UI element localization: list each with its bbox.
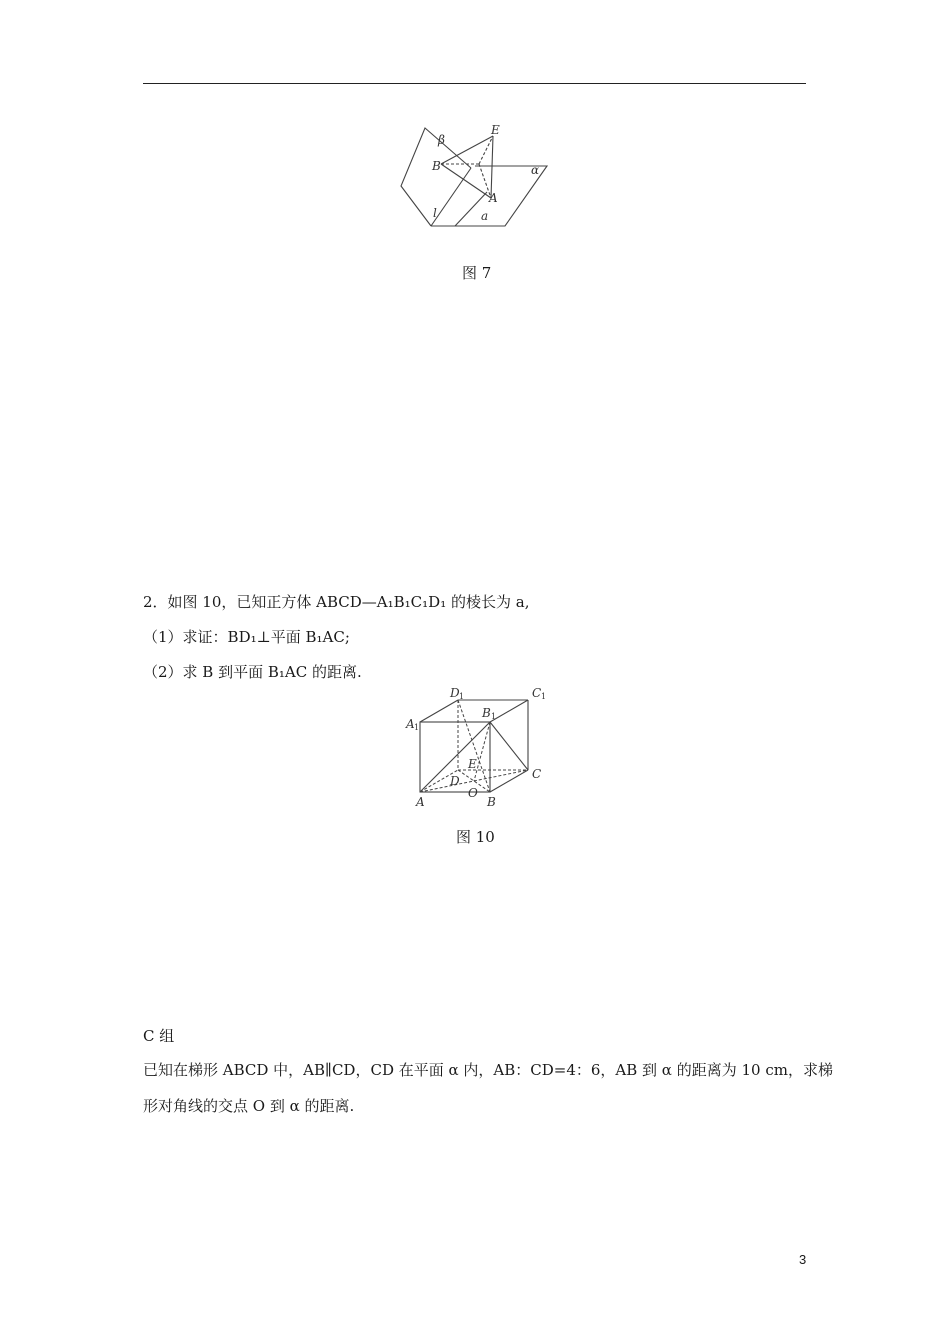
- label-a: a: [481, 209, 489, 223]
- problem-2-question-1: （1）求证：BD₁⊥平面 B₁AC;: [143, 628, 350, 646]
- label-alpha: α: [531, 163, 540, 177]
- figure-7-diagram: [395, 120, 555, 232]
- label-A1-sub: 1: [414, 723, 420, 732]
- figure-7-caption: 图 7: [462, 264, 492, 282]
- label-l: l: [433, 206, 437, 220]
- figure-10-cube-diagram: [400, 686, 550, 812]
- label-C1-sub: 1: [541, 692, 547, 701]
- header-rule: [143, 83, 806, 84]
- label-D: D: [450, 774, 460, 788]
- problem-2-question-2: （2）求 B 到平面 B₁AC 的距离.: [143, 663, 362, 681]
- label-C: C: [532, 767, 542, 781]
- label-D1-sub: 1: [459, 692, 465, 701]
- label-B1-sub: 1: [491, 712, 497, 721]
- label-E: E: [468, 757, 477, 771]
- label-O: O: [468, 786, 478, 800]
- label-A1: A: [406, 717, 415, 731]
- figure-10-caption: 图 10: [456, 828, 495, 846]
- group-c-heading: C 组: [143, 1027, 175, 1045]
- label-A: A: [489, 191, 498, 205]
- label-B1: B: [482, 706, 491, 720]
- label-C1: C: [532, 686, 542, 700]
- label-B: B: [487, 795, 496, 809]
- label-D1: D: [450, 686, 460, 700]
- label-E: E: [491, 123, 500, 137]
- group-c-problem-line-1: 已知在梯形 ABCD 中，AB∥CD，CD 在平面 α 内，AB：CD=4：6，AB 到 α 的距离为 10 cm，求梯: [143, 1061, 833, 1079]
- label-beta: β: [438, 133, 445, 147]
- page-number: 3: [799, 1252, 807, 1267]
- label-B: B: [432, 159, 441, 173]
- problem-2-intro: 2．如图 10，已知正方体 ABCD—A₁B₁C₁D₁ 的棱长为 a,: [143, 593, 530, 611]
- label-A: A: [416, 795, 425, 809]
- group-c-problem-line-2: 形对角线的交点 O 到 α 的距离.: [143, 1097, 355, 1115]
